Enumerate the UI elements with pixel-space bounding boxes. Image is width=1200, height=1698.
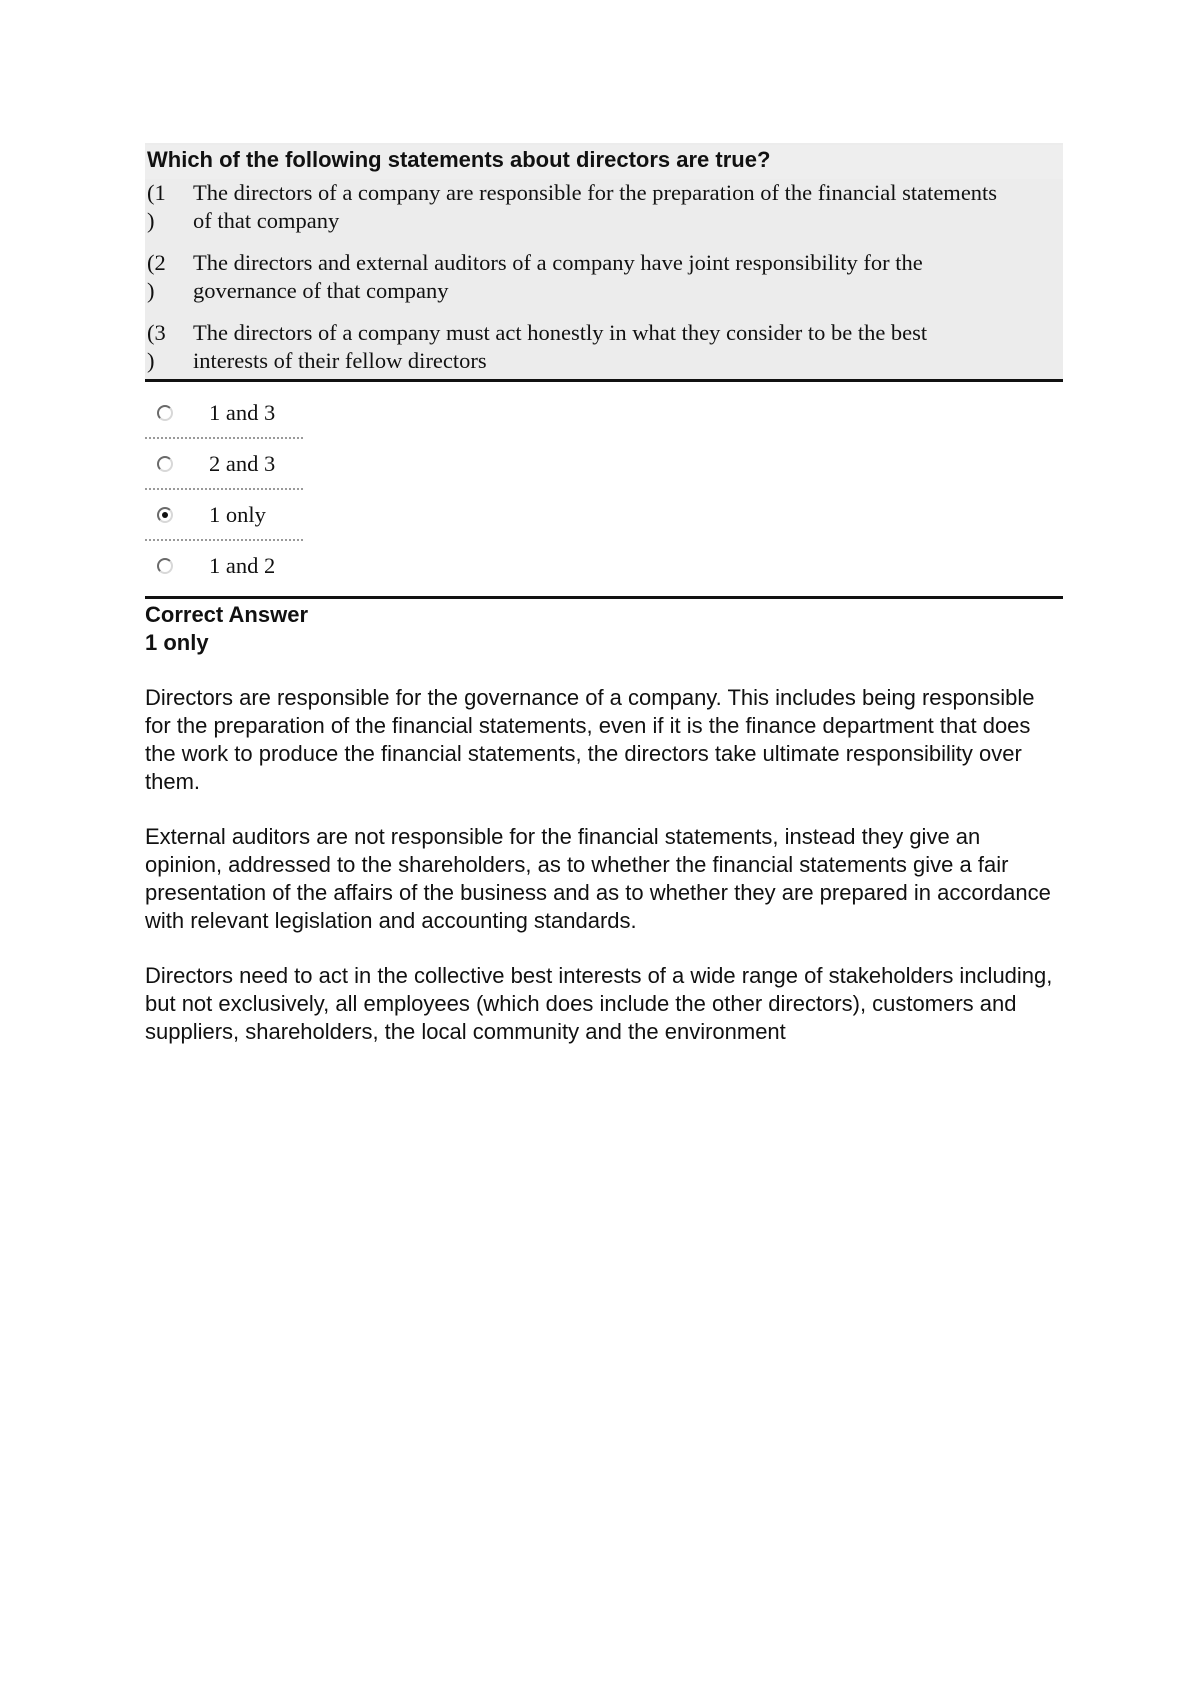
option-label: 1 and 2	[209, 552, 276, 578]
option-label: 1 and 3	[209, 399, 276, 425]
statement-3	[145, 319, 1063, 375]
radio-unchecked-icon[interactable]	[157, 456, 173, 472]
correct-answer-value: 1 only	[145, 630, 209, 655]
option-1-and-2[interactable]	[145, 541, 303, 590]
statement-2	[145, 249, 1063, 305]
explanation-paragraph: External auditors are not responsible for the financial statements, instead they give an opinion, addressed to the shareholders, as to whether the financial statements give a fair presentation of the affairs of the business and as to whether they are prepared in accordance with relevant legislation and accounting standards.	[145, 824, 1051, 933]
statement-1	[145, 179, 1063, 235]
statement-text: The directors of a company are responsible for the preparation of the financial statements of that company	[193, 180, 998, 233]
statement-text: The directors and external auditors of a company have joint responsibility for the governance of that company	[193, 250, 923, 303]
option-2-and-3[interactable]	[145, 439, 303, 490]
answer-options	[145, 388, 1063, 590]
correct-answer-heading: Correct Answer	[145, 602, 309, 627]
option-label: 2 and 3	[209, 450, 276, 476]
radio-unchecked-icon[interactable]	[157, 405, 173, 421]
option-label: 1 only	[209, 501, 266, 527]
statement-text: The directors of a company must act honestly in what they consider to be the best interests of their fellow directors	[193, 320, 928, 373]
question-title: Which of the following statements about directors are true?	[145, 145, 1063, 179]
statement-number: (2 )	[147, 250, 166, 303]
answer-divider	[145, 596, 1063, 599]
question-block	[145, 143, 1063, 382]
option-1-and-3[interactable]	[145, 388, 303, 439]
radio-checked-icon[interactable]	[157, 507, 173, 523]
explanation-paragraph: Directors are responsible for the governance of a company. This includes being responsible for the preparation of the financial statements, even if it is the finance department that does the work to produce the financial statements, the directors take ultimate responsibility over them.	[145, 685, 1035, 794]
explanation	[145, 684, 1063, 1046]
statement-number: (3 )	[147, 320, 166, 373]
explanation-paragraph: Directors need to act in the collective best interests of a wide range of stakeholders including, but not exclusively, all employees (which does include the other directors), customers and suppliers, shareholders, the local community and the environment	[145, 963, 1053, 1044]
statement-number: (1 )	[147, 180, 166, 233]
option-1-only[interactable]	[145, 490, 303, 541]
radio-unchecked-icon[interactable]	[157, 558, 173, 574]
quiz-page	[145, 143, 1063, 1046]
